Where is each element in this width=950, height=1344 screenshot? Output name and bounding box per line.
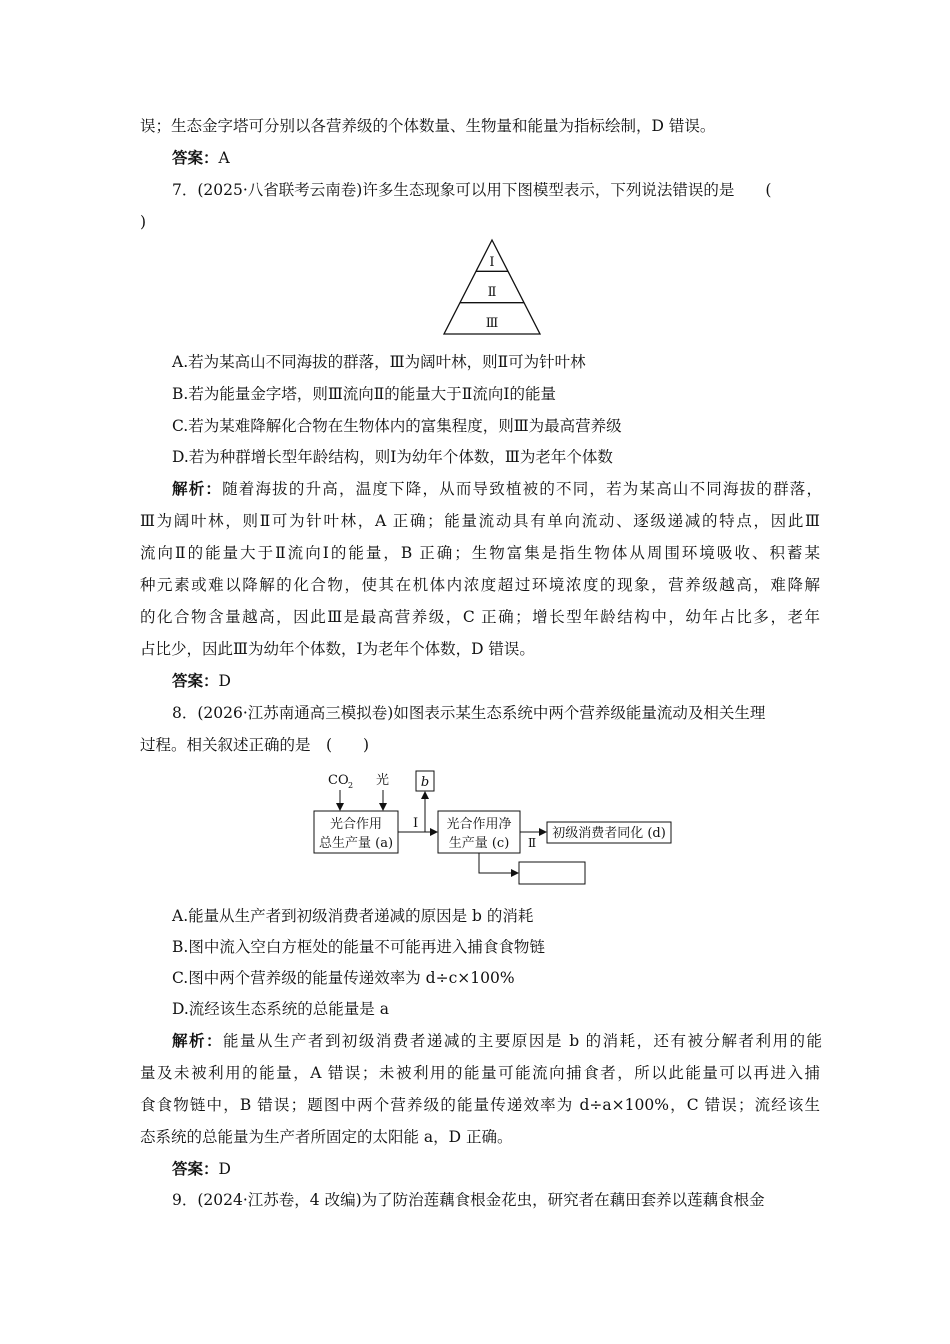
co2-label: CO bbox=[328, 773, 349, 788]
question-7-stem-cont: ) bbox=[140, 213, 147, 231]
option-b: B.图中流入空白方框处的能量不可能再进入捕食食物链 bbox=[172, 938, 545, 956]
gross-production-label-2: 总生产量 (a) bbox=[318, 836, 394, 851]
gross-production-label: 光合作用 bbox=[329, 817, 383, 832]
pyramid-label-3: Ⅲ bbox=[485, 316, 499, 331]
analysis-label: 解析： bbox=[172, 1031, 223, 1050]
analysis-line: 解析：随着海拔的升高，温度下降，从而导致植被的不同，若为某高山不同海拔的群落， bbox=[172, 479, 822, 498]
arrow-I-label: Ⅰ bbox=[413, 816, 419, 831]
net-production-label: 光合作用净 bbox=[446, 817, 512, 832]
question-9-stem: 9．(2024·江苏卷，4 改编)为了防治莲藕食根金花虫，研究者在藕田套养以莲藕食根金 bbox=[172, 1191, 765, 1209]
analysis-line: 态系统的总能量为生产者所固定的太阳能 a，D 正确。 bbox=[140, 1128, 513, 1146]
pyramid-diagram bbox=[440, 236, 544, 340]
light-label: 光 bbox=[376, 773, 390, 788]
analysis-label: 解析： bbox=[172, 479, 223, 498]
option-a: A.能量从生产者到初级消费者递减的原因是 b 的消耗 bbox=[172, 907, 534, 925]
answer-value: D bbox=[218, 1160, 231, 1178]
pyramid-label-1: Ⅰ bbox=[489, 255, 495, 270]
arrow-II-label: Ⅱ bbox=[528, 836, 537, 850]
option-a: A.若为某高山不同海拔的群落，Ⅲ为阔叶林，则Ⅱ可为针叶林 bbox=[172, 353, 586, 371]
answer-value: A bbox=[218, 149, 230, 167]
analysis-line: 食食物链中，B 错误；题图中两个营养级的能量传递效率为 d÷a×100%，C 错误；流经该生 bbox=[140, 1096, 820, 1114]
primary-consumer-label: 初级消费者同化 (d) bbox=[552, 826, 666, 841]
option-c: C.图中两个营养级的能量传递效率为 d÷c×100% bbox=[172, 969, 515, 987]
blank-box bbox=[519, 862, 585, 884]
option-d: D.流经该生态系统的总能量是 a bbox=[172, 1000, 389, 1018]
energy-flow-diagram bbox=[310, 765, 680, 890]
answer-line bbox=[172, 148, 822, 168]
analysis-line: 解析：能量从生产者到初级消费者递减的主要原因是 b 的消耗，还有被分解者利用的能 bbox=[172, 1031, 822, 1050]
analysis-line: 量及未被利用的能量，A 错误；未被利用的能量可能流向捕食者，所以此能量可以再进入捕 bbox=[140, 1064, 820, 1082]
analysis-line: 占比少，因此Ⅲ为幼年个体数，Ⅰ为老年个体数，D 错误。 bbox=[140, 640, 535, 658]
answer-label: 答案： bbox=[172, 671, 219, 690]
text-line: 误；生态金字塔可分别以各营养级的个体数量、生物量和能量为指标绘制，D 错误。 bbox=[140, 117, 716, 135]
option-c: C.若为某难降解化合物在生物体内的富集程度，则Ⅲ为最高营养级 bbox=[172, 417, 622, 435]
net-production-label-2: 生产量 (c) bbox=[448, 836, 510, 851]
analysis-line: 流向Ⅱ的能量大于Ⅱ流向Ⅰ的能量，B 正确；生物富集是指生物体从周围环境吸收、积蓄某 bbox=[140, 544, 820, 562]
answer-label: 答案： bbox=[172, 148, 219, 167]
option-b: B.若为能量金字塔，则Ⅲ流向Ⅱ的能量大于Ⅱ流向Ⅰ的能量 bbox=[172, 385, 556, 403]
question-7-stem: 7．(2025·八省联考云南卷)许多生态现象可以用下图模型表示，下列说法错误的是 ( bbox=[172, 181, 772, 199]
answer-value: D bbox=[218, 672, 231, 690]
answer-line bbox=[172, 671, 822, 691]
answer-line bbox=[172, 1159, 822, 1179]
co2-subscript: 2 bbox=[348, 781, 354, 790]
question-8-stem: 8．(2026·江苏南通高三模拟卷)如图表示某生态系统中两个营养级能量流动及相关生理 bbox=[172, 704, 766, 722]
question-8-stem-cont: 过程。相关叙述正确的是 ( ) bbox=[140, 736, 370, 754]
analysis-line: 种元素或难以降解的化合物，使其在机体内浓度超过环境浓度的现象，营养级越高，难降解 bbox=[140, 576, 820, 594]
answer-label: 答案： bbox=[172, 1159, 219, 1178]
analysis-line: 的化合物含量越高，因此Ⅲ是最高营养级，C 正确；增长型年龄结构中，幼年占比多，老年 bbox=[140, 608, 820, 626]
pyramid-label-2: Ⅱ bbox=[487, 285, 497, 300]
option-d: D.若为种群增长型年龄结构，则Ⅰ为幼年个体数，Ⅲ为老年个体数 bbox=[172, 448, 613, 466]
respiration-b-label: b bbox=[420, 775, 430, 790]
analysis-line: Ⅲ为阔叶林，则Ⅱ可为针叶林，A 正确；能量流动具有单向流动、逐级递减的特点，因此Ⅲ bbox=[140, 512, 820, 530]
